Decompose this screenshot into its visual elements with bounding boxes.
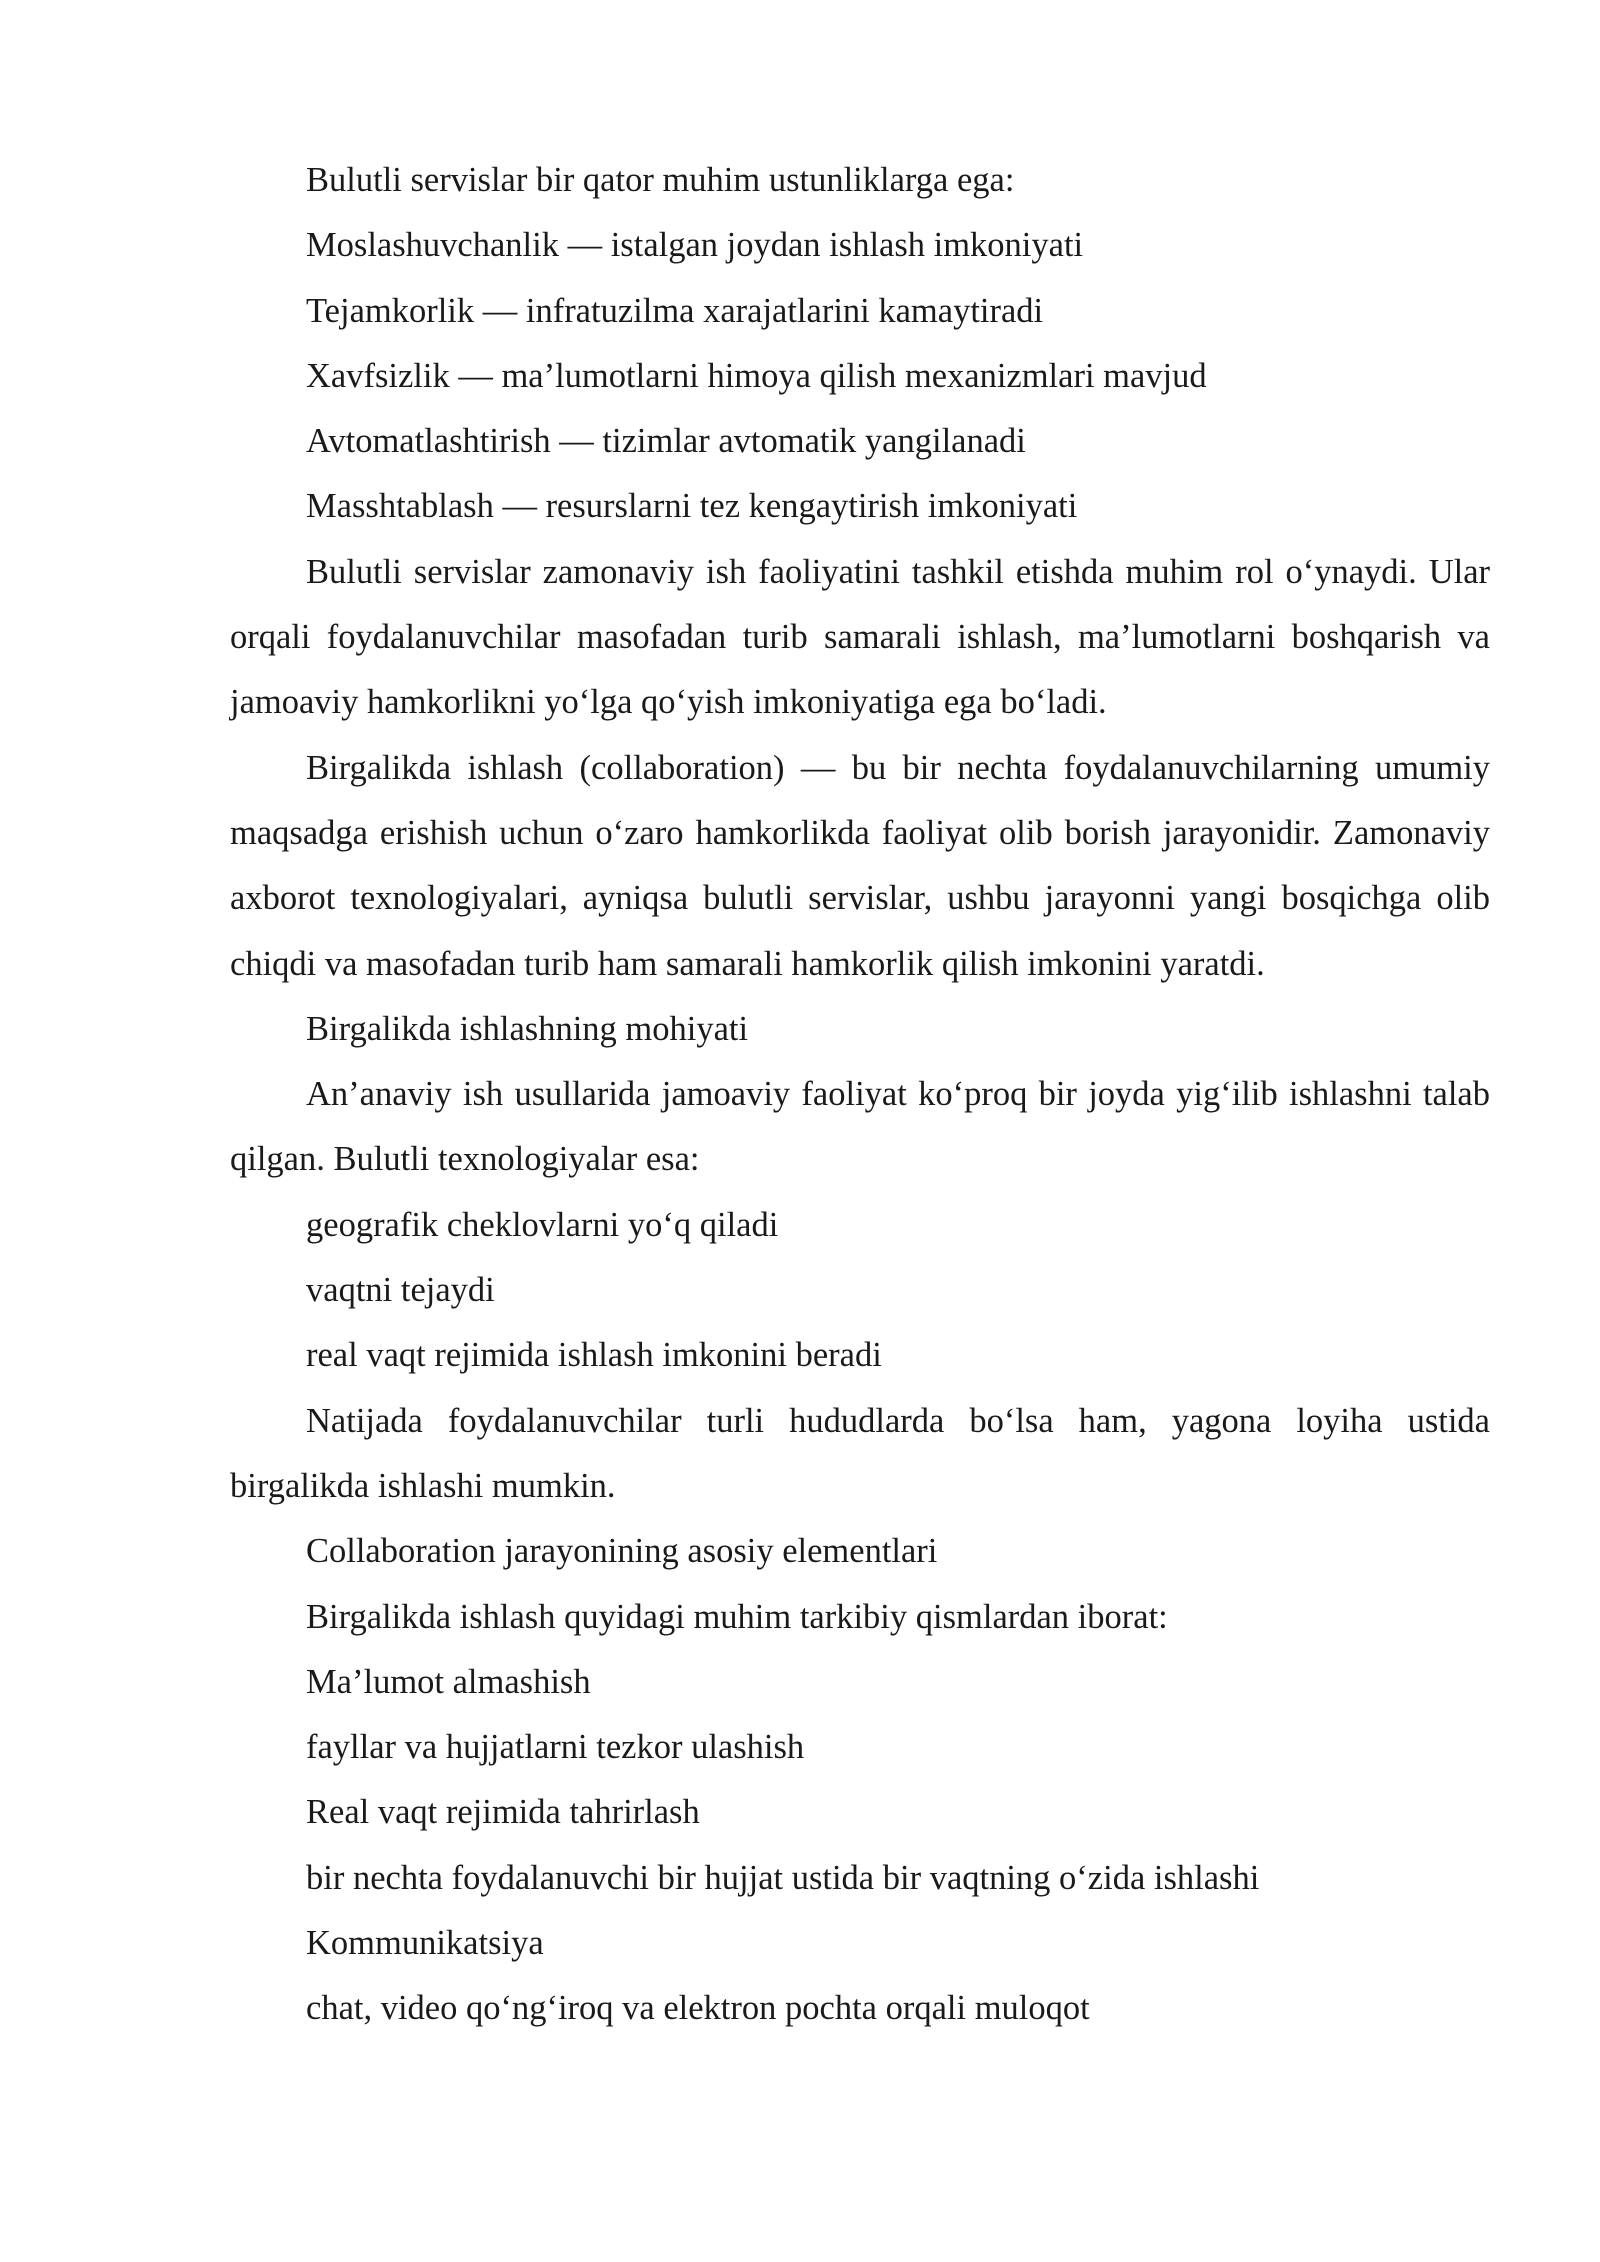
list-item-communication: Kommunikatsiya	[306, 1924, 544, 1963]
list-item-geographic: geografik cheklovlarni yo‘q qiladi	[306, 1205, 779, 1244]
list-item-security: Xavfsizlik — ma’lumotlarni himoya qilish mexanizmlari mavjud	[306, 356, 1207, 395]
list-item-automation: Avtomatlashtirish — tizimlar avtomatik yangilanadi	[306, 422, 1026, 461]
list-item-scaling: Masshtablash — resurslarni tez kengaytirish imkoniyati	[306, 487, 1078, 526]
paragraph-result: Natijada foydalanuvchilar turli hududlarda bo‘lsa ham, yagona loyiha ustida birgalikda ishlashi mumkin.	[230, 1401, 1490, 1505]
section-heading-elements: Collaboration jarayonining asosiy elementlari	[306, 1532, 938, 1571]
paragraph-advantages-intro: Bulutli servislar bir qator muhim ustunliklarga ega:	[306, 161, 1015, 199]
list-item-cost-efficiency: Tejamkorlik — infratuzilma xarajatlarini kamaytiradi	[306, 291, 1044, 330]
list-item-data-sharing-desc: fayllar va hujjatlarni tezkor ulashish	[306, 1728, 805, 1767]
paragraph-elements-intro: Birgalikda ishlash quyidagi muhim tarkibiy qismlardan iborat:	[306, 1597, 1168, 1636]
list-item-real-time: real vaqt rejimida ishlash imkonini beradi	[306, 1336, 882, 1375]
paragraph-cloud-role: Bulutli servislar zamonaviy ish faoliyatini tashkil etishda muhim rol o‘ynaydi. Ular orqali foydalanuvchilar masofadan turib samarali ishlash, ma’lumotlarni boshqarish va jamoaviy hamkorlikni yo‘lga qo‘yish imkoniyatiga ega bo‘ladi.	[230, 552, 1490, 722]
document-body	[230, 148, 1490, 2042]
section-heading-essence: Birgalikda ishlashning mohiyati	[306, 1009, 749, 1048]
paragraph-traditional-methods: An’anaviy ish usullarida jamoaviy faoliyat ko‘proq bir joyda yig‘ilib ishlashni talab qilgan. Bulutli texnologiyalar esa:	[230, 1075, 1490, 1179]
list-item-flexibility: Moslashuvchanlik — istalgan joydan ishlash imkoniyati	[306, 226, 1084, 265]
list-item-communication-desc: chat, video qo‘ng‘iroq va elektron pochta orqali muloqot	[306, 1989, 1090, 2028]
list-item-realtime-editing-desc: bir nechta foydalanuvchi bir hujjat ustida bir vaqtning o‘zida ishlashi	[306, 1858, 1260, 1897]
list-item-time: vaqtni tejaydi	[306, 1271, 495, 1310]
list-item-realtime-editing: Real vaqt rejimida tahrirlash	[306, 1793, 700, 1832]
paragraph-collaboration-definition: Birgalikda ishlash (collaboration) — bu bir nechta foydalanuvchilarning umumiy maqsadga erishish uchun o‘zaro hamkorlikda faoliyat olib borish jarayonidir. Zamonaviy axborot texnologiyalari, ayniqsa bulutli servislar, ushbu jarayonni yangi bosqichga olib chiqdi va masofadan turib ham samarali hamkorlik qilish imkonini yaratdi.	[230, 748, 1490, 983]
list-item-data-sharing: Ma’lumot almashish	[306, 1662, 591, 1701]
